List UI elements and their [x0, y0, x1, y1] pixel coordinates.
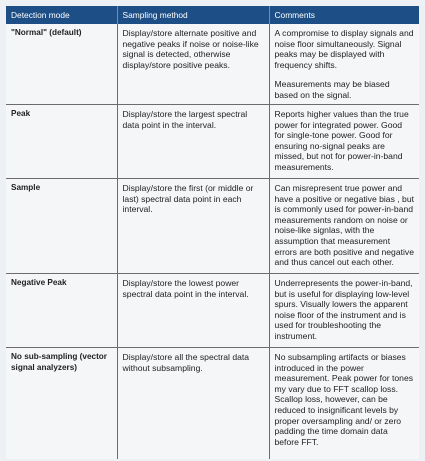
method-cell: Display/store the lowest power spectral data point in the interval. [117, 274, 269, 348]
table-row [6, 105, 419, 179]
comments-cell [269, 105, 419, 179]
comment-text: Can misrepresent true power and have a positive or negative bias , but is commonly used for power-in-band measurements random on noise or noise-like signlas, with the assumption that measurement errors are both positive and negative and thus cancel out each other. [274, 183, 414, 268]
header-sampling-method: Sampling method [117, 6, 269, 24]
comments-cell [269, 24, 419, 105]
comment-text: Measurements may be biased based on the signal. [274, 79, 390, 100]
method-cell: Display/store alternate positive and negative peaks if noise or noise-like signal is detected, otherwise display/store positive peaks. [117, 24, 269, 105]
comments-cell [269, 348, 419, 460]
comment-text: Reports higher values than the true power for integrated power. Good for single-tone power. Good for ensuring no-signal peaks are missed, but not for power-in-band measurements. [274, 109, 409, 172]
detection-mode-table [6, 6, 419, 459]
comments-cell [269, 274, 419, 348]
mode-cell: "Normal" (default) [6, 24, 117, 105]
table-row [6, 274, 419, 348]
mode-cell: Peak [6, 105, 117, 179]
comment-text: Underrepresents the power-in-band, but is useful for displaying low-level spurs. Visually lowers the apparent noise floor of the instrument and is used for troubleshooting the instrument. [274, 278, 413, 341]
header-comments: Comments [269, 6, 419, 24]
comment-text: No subsampling artifacts or biases introduced in the power measurement. Peak power for tones my vary due to FFT scallop loss. Scallop loss, however, can be reduced to insignificant levels by proper oversampling and/ or zero padding the time domain data before FFT. [274, 352, 414, 447]
header-detection-mode: Detection mode [6, 6, 117, 24]
comments-cell [269, 179, 419, 274]
table-row [6, 179, 419, 274]
table-header-row [6, 6, 419, 24]
method-cell: Display/store the first (or middle or last) spectral data point in each interval. [117, 179, 269, 274]
table-row [6, 348, 419, 460]
table-row [6, 24, 419, 105]
mode-cell: No sub-sampling (vector signal analyzers) [6, 348, 117, 460]
mode-cell: Sample [6, 179, 117, 274]
method-cell: Display/store the largest spectral data point in the interval. [117, 105, 269, 179]
comment-text: A compromise to display signals and noise floor simultaneously. Signal peaks may be displayed with frequency shifts. [274, 28, 414, 70]
mode-cell: Negative Peak [6, 274, 117, 348]
method-cell: Display/store all the spectral data without subsampling. [117, 348, 269, 460]
